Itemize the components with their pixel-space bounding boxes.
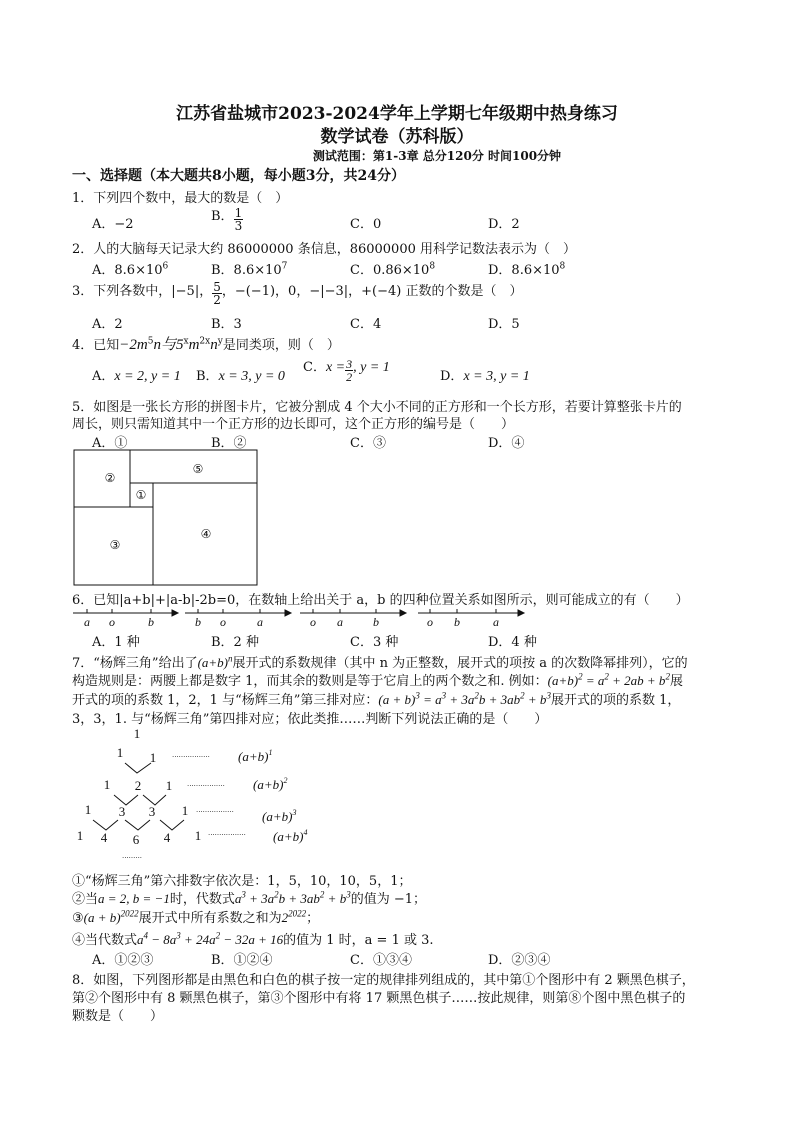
axis2-o: o bbox=[220, 615, 226, 629]
q5-option-c: C．③ bbox=[350, 436, 386, 451]
q2-option-c: C．$0.86\times 10^8$ bbox=[350, 261, 436, 278]
q8-line2: 第②个图形中有 8 颗黑色棋子，第③个图形中有将 17 颗黑色棋子……按此规律，则第⑧个图中黑色棋子的 bbox=[72, 991, 686, 1006]
q4-option-b: B．x = 3, y = 0 bbox=[196, 369, 285, 384]
q2-option-d: D．$8.6\times 10^8$ bbox=[488, 261, 566, 278]
q3-option-a: A．2 bbox=[92, 317, 123, 332]
q4-option-c: C．x = $\frac{3}{2}$ , y = 1 bbox=[303, 357, 390, 384]
svg-text:1: 1 bbox=[165, 778, 173, 793]
svg-text:3: 3 bbox=[148, 804, 156, 819]
q3-option-d: D．5 bbox=[488, 317, 520, 332]
q2-option-a: A．$8.6\times 10^6$ bbox=[92, 261, 169, 278]
svg-text:4: 4 bbox=[100, 830, 108, 845]
q3-stem: 3．下列各数中，|−5|， $\frac{5}{2}$ ，−(−1)，0，−|−3|，+(−4) 正数的个数是（ ） bbox=[72, 280, 523, 307]
svg-text:(a+b)3: $(a+b)^3$ bbox=[262, 808, 297, 824]
svg-text:(a+b)1: $(a+b)^1$ bbox=[238, 748, 273, 764]
q5-line2: 周长，则只需知道其中一个正方形的边长即可，这个正方形的编号是（ ） bbox=[72, 417, 515, 432]
svg-text:1: 1 bbox=[181, 803, 189, 818]
axis1-o: o bbox=[109, 615, 115, 629]
axis4-o: o bbox=[427, 615, 433, 629]
q7-option-b: B．①②④ bbox=[211, 953, 273, 968]
label-2: ② bbox=[104, 471, 116, 485]
q2-stem: 2．人的大脑每天记录大约 86000000 条信息，86000000 用科学记数法表示为（ ） bbox=[72, 242, 577, 257]
axis4-a: a bbox=[493, 615, 499, 629]
axis1-b: b bbox=[148, 615, 154, 629]
svg-text:1: 1 bbox=[103, 777, 111, 792]
svg-text:2: 2 bbox=[134, 778, 142, 793]
q6-option-d: D．4 种 bbox=[488, 635, 537, 650]
axis3-b: b bbox=[373, 615, 379, 629]
svg-text:1: 1 bbox=[194, 828, 202, 843]
q4-stem: 4．已知$-2m^5n$与$5^xm^{2x}n^y$是同类项，则（ ） bbox=[72, 336, 340, 353]
q7-line2: 构造规则是：两腰上都是数字 1，而其余的数则是等于它肩上的两个数之和. 例如：$(a+b)^2 = a^2 + 2ab + b^2$展 bbox=[72, 671, 683, 689]
q7-statement-1: ①“杨辉三角”第六排数字依次是：1，5，10，10，5，1； bbox=[72, 874, 412, 889]
axis3-o: o bbox=[310, 615, 316, 629]
svg-text:3: 3 bbox=[118, 804, 126, 819]
axis2-a: a bbox=[257, 615, 263, 629]
svg-text:1: 1 bbox=[133, 726, 141, 741]
page-title-line2: 数学试卷（苏科版） bbox=[320, 127, 474, 147]
label-3: ③ bbox=[109, 538, 121, 552]
svg-text:1: 1 bbox=[116, 745, 124, 760]
q1-option-a: A．−2 bbox=[92, 217, 134, 232]
q2-option-b: B．$8.6\times 10^7$ bbox=[211, 261, 288, 278]
q8-line1: 8．如图，下列图形都是由黑色和白色的棋子按一定的规律排列组成的，其中第①个图形中有 2 颗黑色棋子， bbox=[72, 973, 695, 988]
q8-line3: 颗数是（ ） bbox=[72, 1009, 164, 1024]
q5-option-d: D．④ bbox=[488, 436, 525, 451]
label-1: ① bbox=[135, 488, 147, 502]
axis4-b: b bbox=[454, 615, 460, 629]
q6-stem: 6．已知|a+b|+|a-b|-2b=0，在数轴上给出关于 a，b 的四种位置关系如图所示，则可能成立的有（ ） bbox=[72, 593, 689, 608]
q4-option-a: A．x = 2, y = 1 bbox=[92, 369, 181, 384]
q7-line3: 开式的项的系数 1，2，1 与“杨辉三角”第三排对应：$(a + b)^3 = a^3 + 3a^2b + 3ab^2 + b^3$展开式的项的系数 1， bbox=[72, 690, 681, 708]
square-2 bbox=[74, 450, 130, 507]
q1-option-d: D．2 bbox=[488, 217, 520, 232]
svg-text:1: 1 bbox=[84, 802, 92, 817]
q1-option-c: C．0 bbox=[350, 217, 382, 232]
label-4: ④ bbox=[200, 527, 212, 541]
q7-statement-4: ④当代数式$a^4 - 8a^3 + 24a^2 - 32a + 16$的值为 1 时，a = 1 或 3. bbox=[72, 930, 434, 948]
page-title-line1: 江苏省盐城市2023-2024学年上学期七年级期中热身练习 bbox=[176, 104, 618, 124]
svg-text:(a+b)2: $(a+b)^2$ bbox=[253, 776, 288, 792]
svg-text:·················: ················· bbox=[187, 782, 225, 790]
axis1-a: a bbox=[84, 615, 90, 629]
svg-text:1: 1 bbox=[149, 750, 157, 765]
card-outline bbox=[74, 450, 257, 585]
q7-line1: 7．“杨辉三角”给出了$(a+b)^n$展开式的系数规律（其中 n 为正整数，展开式的项按 a 的次数降幂排列），它的 bbox=[72, 653, 688, 671]
q4-option-d: D．x = 3, y = 1 bbox=[440, 369, 530, 384]
q1-option-b: B． $\frac{1}{3}$ bbox=[211, 206, 243, 233]
q7-statement-3: ③(a + b)$^{2022}$展开式中所有系数之和为$2^{2022}$； bbox=[72, 908, 320, 926]
q7-line4: 3，3，1. 与“杨辉三角”第四排对应；依此类推……判断下列说法正确的是（ ） bbox=[72, 712, 548, 727]
svg-text:·········: ········· bbox=[122, 854, 143, 862]
q5-option-a: A．① bbox=[92, 436, 128, 451]
axis3-a: a bbox=[337, 615, 343, 629]
q5-option-b: B．② bbox=[211, 436, 247, 451]
q6-option-b: B．2 种 bbox=[211, 635, 259, 650]
svg-text:·················: ················· bbox=[196, 808, 234, 816]
svg-text:6: 6 bbox=[132, 832, 140, 847]
q6-option-a: A．1 种 bbox=[92, 635, 140, 650]
svg-text:·················: ················· bbox=[208, 831, 246, 839]
q1-stem: 1．下列四个数中，最大的数是（ ） bbox=[72, 191, 289, 206]
svg-text:4: 4 bbox=[163, 830, 171, 845]
q3-option-b: B．3 bbox=[211, 317, 242, 332]
section-heading: 一、选择题（本大题共8小题，每小题3分，共24分） bbox=[72, 168, 405, 184]
q6-option-c: C．3 种 bbox=[350, 635, 399, 650]
svg-text:1: 1 bbox=[76, 828, 84, 843]
q7-statement-2: ②当a = 2, b = −1时，代数式$a^3 + 3a^2b + 3ab^2 + b^3$的值为 −1； bbox=[72, 889, 426, 907]
q3-option-c: C．4 bbox=[350, 317, 382, 332]
exam-meta: 测试范围：第1-3章 总分120分 时间100分钟 bbox=[312, 149, 562, 163]
q5-line1: 5．如图是一张长方形的拼图卡片，它被分割成 4 个大小不同的正方形和一个长方形，若要计算整张卡片的 bbox=[72, 400, 682, 415]
axis2-b: b bbox=[195, 615, 201, 629]
q7-option-d: D．②③④ bbox=[488, 953, 551, 968]
q7-option-a: A．①②③ bbox=[92, 953, 154, 968]
svg-text:·················: ················· bbox=[172, 753, 210, 761]
label-5: ⑤ bbox=[192, 462, 204, 476]
svg-text:(a+b)4: $(a+b)^4$ bbox=[273, 828, 308, 844]
q7-option-c: C．①③④ bbox=[350, 953, 412, 968]
